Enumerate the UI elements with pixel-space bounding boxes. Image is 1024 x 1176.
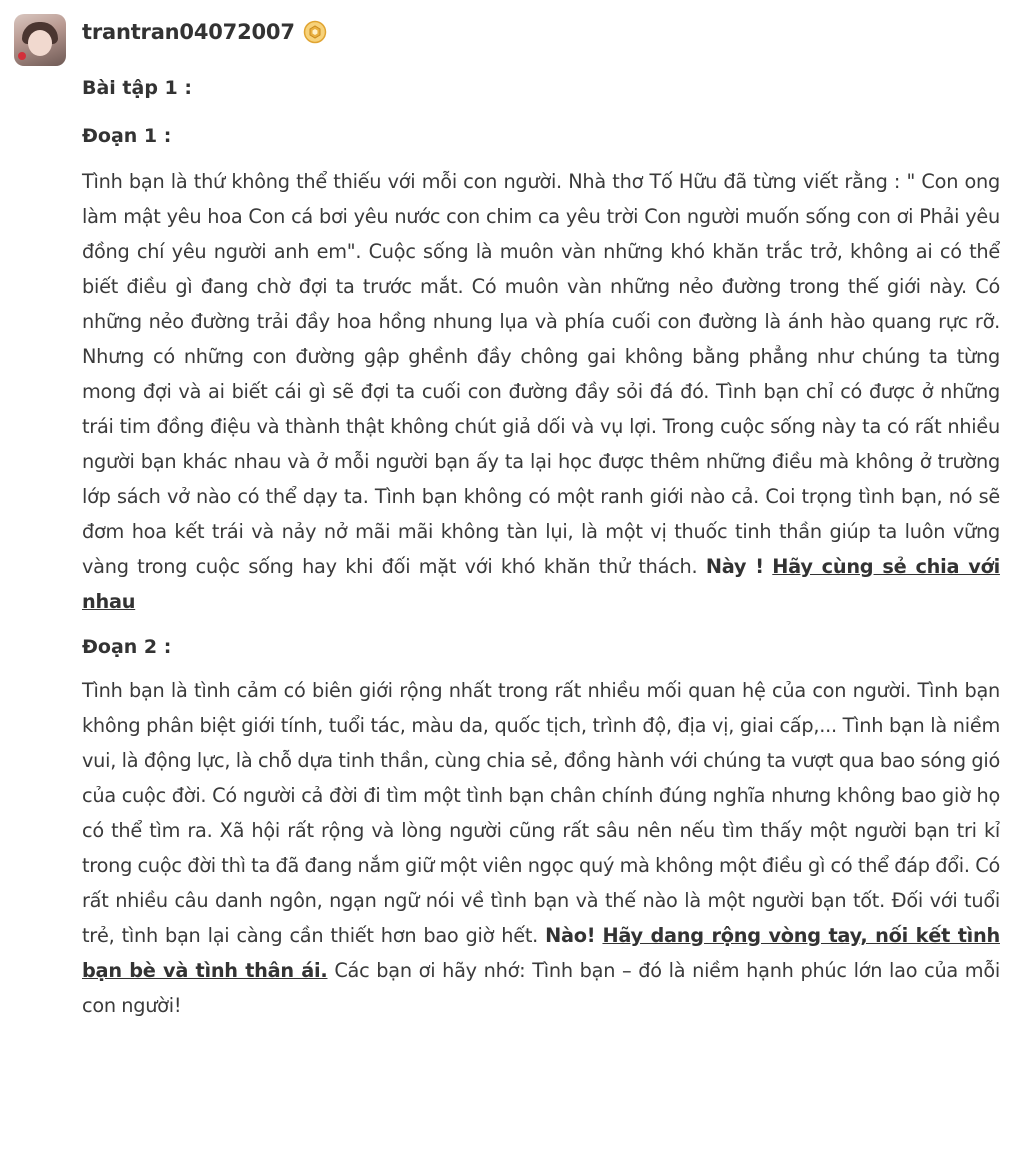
user-header (82, 14, 327, 50)
username-link[interactable]: trantran04072007 (82, 20, 295, 44)
section2-bold-underline: Hãy dang rộng vòng tay, nối kết tình bạn bè và tình thân ái. (82, 924, 1000, 982)
avatar-face (28, 30, 52, 56)
section1-text: Tình bạn là thứ không thể thiếu với mỗi con người. Nhà thơ Tố Hữu đã từng viết rằng : " Con ong làm mật yêu hoa Con cá bơi yêu nước con chim ca yêu trời Con người muốn sống con ơi Phải yêu đồng chí yêu người anh em". Cuộc sống là muôn vàn những khó khăn trắc trở, không ai có thể biết điều gì đang chờ đợi ta trước mắt. Có muôn vàn những nẻo đường trong thế giới này. Có những nẻo đường trải đầy hoa hồng nhung lụa và phía cuối con đường là ánh hào quang rực rỡ. Nhưng có những con đường gập ghềnh đầy chông gai không bằng phẳng như chúng ta từng mong đợi và ai biết cái gì sẽ đợi ta cuối con đường đầy sỏi đá đó. Tình bạn chỉ có được ở những trái tim đồng điệu và thành thật không chút giả dối và vụ lợi. Trong cuộc sống này ta có rất nhiều người bạn khác nhau và ở mỗi người bạn ấy ta lại học được thêm những điều mà không ở trường lớp sách vở nào có thể dạy ta. Tình bạn không có một ranh giới nào cả. Coi trọng tình bạn, nó sẽ đơm hoa kết trái và nảy nở mãi mãi không tàn lụi, là một vị thuốc tinh thần giúp ta luôn vững vàng trong cuộc sống hay khi đối mặt với khó khăn thử thách. (82, 170, 1000, 578)
avatar-accent (18, 52, 26, 60)
section2-bold: Nào! (545, 924, 596, 947)
section1-paragraph (82, 164, 1000, 619)
rank-badge-icon (303, 20, 327, 44)
section2-heading: Đoạn 2 : (82, 636, 172, 658)
section1-bold: Này ! (705, 555, 764, 578)
section1-bold-underline: Hãy cùng sẻ chia với nhau (82, 555, 1000, 613)
user-avatar[interactable] (14, 14, 66, 66)
exercise-title: Bài tập 1 : (82, 77, 192, 99)
answer-content (82, 70, 1000, 1023)
section2-text: Tình bạn là tình cảm có biên giới rộng nhất trong rất nhiều mối quan hệ của con người. Tình bạn không phân biệt giới tính, tuổi tác, màu da, quốc tịch, trình độ, địa vị, giai cấp,... Tình bạn là niềm vui, là động lực, là chỗ dựa tinh thần, cùng chia sẻ, đồng hành với chúng ta vượt qua bao sóng gió của cuộc đời. Có người cả đời đi tìm một tình bạn chân chính đúng nghĩa nhưng không bao giờ họ có thể tìm ra. Xã hội rất rộng và lòng người cũng rất sâu nên nếu tìm thấy một người bạn tri kỉ trong cuộc đời thì ta đã đang nắm giữ một viên ngọc quý mà không một điều gì có thể đáp đổi. Có rất nhiều câu danh ngôn, ngạn ngữ nói về tình bạn và thế nào là một người bạn tốt. Đối với tuổi trẻ, tình bạn lại càng cần thiết hơn bao giờ hết. (82, 679, 1000, 947)
section2-paragraph (82, 673, 1000, 1023)
section2-tail: Các bạn ơi hãy nhớ: Tình bạn – đó là niềm hạnh phúc lớn lao của mỗi con người! (82, 959, 1000, 1017)
section1-heading: Đoạn 1 : (82, 125, 172, 147)
